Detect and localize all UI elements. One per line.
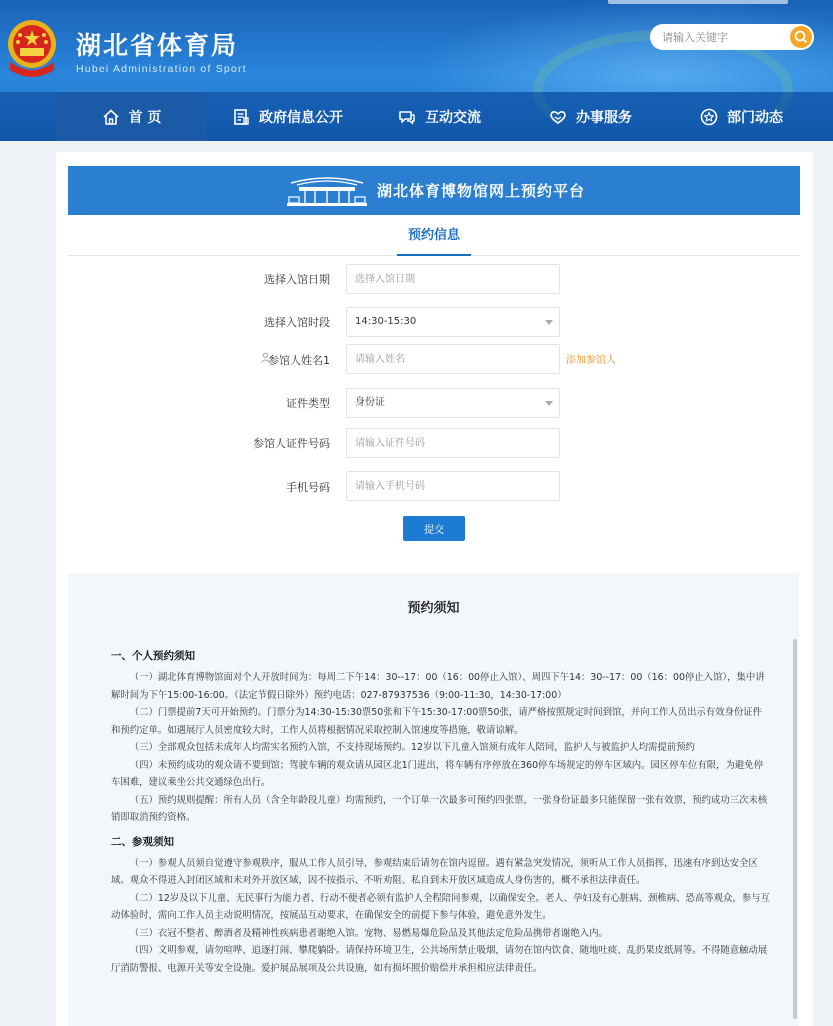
notice-scrollbar[interactable]	[793, 639, 797, 1019]
nav-services-label: 办事服务	[576, 109, 632, 126]
search-input[interactable]	[662, 24, 788, 50]
notice-paragraph: （五）预约规则提醒：所有人员（含全年龄段儿童）均需预约，一个订单一次最多可预约四张票，一张身份证最多只能保留一张有效票，预约成功三次未核销即取消预约资格。	[111, 794, 768, 823]
nav-home[interactable]	[56, 92, 206, 141]
national-emblem-icon	[4, 18, 60, 78]
site-header	[0, 0, 833, 141]
notice-paragraph: （四）文明参观，请勿喧哗、追逐打闹、攀爬躺卧。请保持环境卫生，公共场所禁止吸烟，请勿在馆内饮食、随地吐痰、乱扔果皮纸屑等。不得随意触动展厅消防警报、电源开关等安全设施。爱护展品展项及公共设施，如有损坏照价赔偿并承担相应法律责任。	[111, 945, 768, 974]
notice-body	[111, 647, 771, 977]
reservation-banner	[68, 166, 800, 215]
top-links-strip	[608, 0, 788, 4]
notice-paragraph: （二）12岁及以下儿童、无民事行为能力者、行动不便者必须有监护人全程陪同参观，以确保安全。老人、孕妇及有心脏病、颈椎病、恐高等观众，参与互动体验时，需向工作人员主动说明情况，按展品互动要求，在确保安全的前提下参与体验，避免意外发生。	[111, 892, 770, 921]
main-nav	[0, 92, 833, 141]
visitor-name-label: 参馆人姓名1	[268, 354, 330, 367]
notice-section-title: 二、参观须知	[111, 835, 174, 848]
chat-icon	[397, 107, 417, 127]
tab-reservation-info[interactable]: 预约信息	[397, 222, 471, 256]
notice-title: 预约须知	[407, 601, 460, 616]
time-slot-label: 选择入馆时段	[264, 316, 330, 329]
id-type-value: 身份证	[355, 397, 385, 408]
search-box	[650, 24, 814, 50]
nav-department-news-label: 部门动态	[727, 109, 783, 126]
nav-gov-info-label: 政府信息公开	[259, 109, 343, 126]
nav-gov-info[interactable]	[222, 92, 352, 141]
banner-title: 湖北体育博物馆网上预约平台	[376, 182, 585, 200]
star-badge-icon	[699, 107, 719, 127]
nav-interaction[interactable]	[384, 92, 494, 141]
notice-panel	[68, 573, 799, 1026]
chevron-down-icon	[545, 401, 553, 406]
visitor-name-input[interactable]	[346, 344, 560, 374]
date-label: 选择入馆日期	[264, 273, 330, 286]
document-icon	[231, 107, 251, 127]
chevron-down-icon	[545, 320, 553, 325]
museum-building-icon	[283, 171, 371, 211]
site-subtitle: Hubei Administration of Sport	[76, 63, 247, 75]
notice-paragraph: （三）全部观众包括未成年人均需实名预约入馆，不支持现场预约。12岁以下儿童入馆须有成年人陪同，监护人与被监护人均需提前预约	[129, 742, 695, 753]
notice-paragraph: （一）湖北体育博物馆面对个人开放时间为：每周二下午14：30--17：00（16：00停止入馆）、周四下午14：30--17：00（16：00停止入馆），集中讲解时间为下午15:00-16:00。（法定节假日除外）预约电话：027-87937536（9:00-11:30，14:30-17:00）	[111, 672, 765, 701]
notice-paragraph: （四）未预约成功的观众请不要到馆；驾驶车辆的观众请从园区北1门进出，将车辆有序停放在360停车场规定的停车区域内。园区停车位有限，为避免停车困难，建议乘坐公共交通绿色出行。	[111, 759, 764, 788]
home-icon	[101, 107, 121, 127]
notice-section-title: 一、个人预约须知	[111, 650, 195, 662]
notice-paragraph: （一）参观人员须自觉遵守参观秩序，服从工作人员引导，参观结束后请勿在馆内逗留。遇有紧急突发情况，须听从工作人员指挥，迅速有序到达安全区域。观众不得进入封闭区域和未对外开放区域，因不按指示、不听劝阻、私自到未开放区域造成人身伤害的，概不承担法律责任。	[111, 857, 758, 886]
notice-paragraph: （二）门票提前7天可开始预约。门票分为14:30-15:30票50张和下午15:30-17:00票50张，请严格按照规定时间到馆，并向工作人员出示有效身份证件和预约定单。如遇展厅人员密度较大时，工作人员将根据情况采取控制入馆速度等措施，敬请谅解。	[111, 707, 762, 736]
id-number-label: 参馆人证件号码	[253, 437, 330, 450]
notice-paragraph: （三）衣冠不整者、醉酒者及精神性疾病患者谢绝入馆。宠物、易燃易爆危险品及其他法定危险品携带者谢绝入内。	[129, 927, 608, 939]
time-slot-select[interactable]	[346, 307, 560, 337]
site-title: 湖北省体育局	[76, 31, 239, 60]
nav-interaction-label: 互动交流	[425, 109, 481, 126]
id-type-select[interactable]	[346, 388, 560, 418]
nav-department-news[interactable]	[686, 92, 796, 141]
id-number-input[interactable]	[346, 428, 560, 458]
nav-home-label: 首 页	[128, 109, 162, 126]
search-icon	[790, 26, 812, 48]
submit-button[interactable]: 提交	[403, 516, 465, 541]
id-type-label: 证件类型	[286, 397, 330, 410]
tab-bar	[68, 222, 800, 256]
date-input[interactable]	[346, 264, 560, 294]
time-slot-value: 14:30-15:30	[355, 316, 417, 327]
notice-fade	[68, 986, 799, 1026]
phone-label: 手机号码	[286, 481, 330, 494]
phone-input[interactable]	[346, 471, 560, 501]
add-visitor-link[interactable]: 添加参馆人	[566, 355, 616, 366]
search-button[interactable]	[790, 26, 812, 48]
nav-services[interactable]	[535, 92, 645, 141]
heart-hands-icon	[548, 107, 568, 127]
